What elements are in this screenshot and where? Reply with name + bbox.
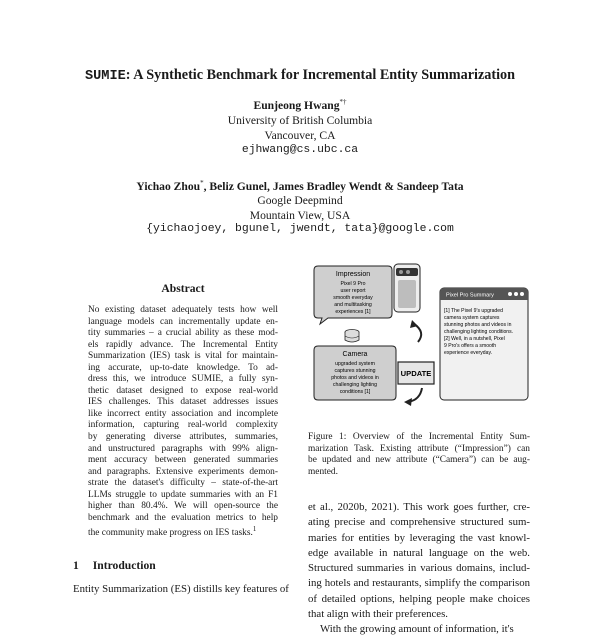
second-authors [0, 179, 600, 193]
summary-panel-line: challenging lighting conditions. [444, 329, 514, 335]
abstract-line: ing accurate, up-to-date knowledge. To ad- [88, 362, 278, 373]
abstract-line: by generating diverse attributes, summaries, [88, 432, 278, 443]
first-author-name: Eunjeong Hwang [253, 98, 340, 112]
phone-icon [394, 264, 420, 312]
summary-panel-line: experience everyday. [444, 350, 493, 356]
camera-bubble-line: conditions [1] [339, 389, 371, 395]
summary-panel-line: [1] The Pixel 9's upgraded [444, 308, 503, 314]
camera-bubble-line: photos and videos in [331, 375, 379, 381]
second-author-name-1: Yichao Zhou [136, 179, 201, 193]
summary-panel-line: [2] Well, in a nutshell, Pixel [444, 336, 505, 342]
section-heading-introduction [73, 559, 156, 572]
panel-dot-icon [508, 292, 512, 296]
body-line: edge available in natural language on the web. [308, 546, 530, 559]
body-line: ing hotels and restaurants, simplify the comparison [308, 577, 530, 590]
paper-title [0, 67, 600, 84]
body-line: et al., 2020b, 2021). This work goes further, cre- [308, 501, 530, 513]
body-line: With the growing amount of information, it's [320, 623, 514, 636]
summary-panel [440, 288, 528, 400]
first-author-location: Vancouver, CA [264, 129, 336, 142]
figure-1-caption [308, 432, 530, 478]
camera-bubble-line: captures stunning [334, 368, 376, 374]
caption-line: Figure 1: Overview of the Incremental Entity Sum- [308, 432, 530, 442]
summary-panel-line: 9 Pro's offers a smooth [444, 343, 497, 349]
impression-bubble [314, 266, 392, 324]
update-box [398, 362, 434, 384]
section-title: Introduction [92, 559, 156, 572]
impression-bubble-line: Pixel 9 Pro [340, 281, 366, 287]
second-authors-location: Mountain View, USA [249, 209, 351, 222]
impression-bubble-line: user report [340, 288, 366, 294]
abstract-line: and unstructured paragraphs with 99% align- [88, 443, 278, 454]
body-line: that align with their preferences. [308, 608, 449, 621]
abstract-body [88, 305, 278, 539]
section-number: 1 [73, 559, 79, 572]
first-author-email: ejhwang@cs.ubc.ca [241, 144, 359, 156]
first-author-affiliation: University of British Columbia [227, 114, 373, 127]
intro-first-line: Entity Summarization (ES) distills key features of [73, 583, 289, 595]
abstract-line: benchmark and the evaluation metrics to help [88, 512, 278, 523]
body-line: maries for entities by leveraging the vast knowl- [308, 531, 530, 544]
abstract-line: strate the dataset's difficulty – state-of-the-art [88, 478, 278, 489]
right-column-body [308, 500, 530, 638]
caption-line: mented. [308, 466, 338, 477]
abstract-line: language models can incrementally update en- [88, 316, 278, 327]
caption-line: be updated and new attribute (“Camera”) can be aug- [308, 455, 530, 466]
figure-1-illustration [308, 262, 530, 432]
impression-bubble-line: smooth everyday [333, 295, 373, 301]
database-icon [345, 330, 359, 343]
impression-bubble-line: and multitasking [334, 302, 372, 308]
impression-bubble-line: experiences [1] [335, 309, 371, 315]
abstract-line: els rapidly advance. The Incremental Entity [88, 339, 278, 350]
abstract-line: Summarization (IES) task is vital for maintain- [88, 351, 278, 362]
caption-line: marization Task. Existing attribute (“Impression”) can [308, 443, 530, 454]
title-acronym: SUMIE [84, 69, 126, 84]
second-authors-email: {yichaojoey, bgunel, jwendt, tata}@google.com [146, 223, 454, 235]
abstract-line [88, 524, 278, 539]
abstract-line: thetic dataset designed to expose real-world [88, 385, 278, 396]
body-line: Structured summaries in various domains, includ- [308, 562, 530, 575]
abstract-line: higher than 80.4%. We will open-source the [88, 501, 278, 512]
abstract-line: and paragraphs. Extensive experiments demon- [88, 466, 278, 477]
abstract-line: IES challenges. This dataset addresses issues [88, 397, 278, 408]
second-author-names-rest: , Beliz Gunel, James Bradley Wendt & Sandeep Tata [203, 179, 464, 193]
camera-bubble [314, 346, 396, 400]
update-label: UPDATE [400, 369, 432, 378]
abstract-line: No existing dataset adequately tests how well [88, 305, 278, 315]
body-line: of detailed options, helping people make choices [308, 592, 530, 605]
panel-dot-icon [520, 292, 524, 296]
panel-dot-icon [514, 292, 518, 296]
first-author-marks: *† [339, 98, 347, 106]
abstract-line: dress this, we introduce SUMIE, a fully syn- [88, 374, 278, 385]
abstract-line: tity summaries – a crucial ability as these mod- [88, 328, 278, 339]
second-authors-affiliation: Google Deepmind [257, 194, 343, 207]
camera-bubble-line: upgraded system [335, 361, 375, 367]
abstract-line: like incorrect entity association and incomplete [88, 408, 278, 419]
first-author [0, 98, 600, 112]
abstract-line: ment accuracy between generated summaries [88, 455, 278, 466]
footnote-marker[interactable]: 1 [252, 525, 257, 534]
title-rest: : A Synthetic Benchmark for Incremental Entity Summarization [125, 67, 516, 83]
abstract-line: information, capturing real-world complexity [88, 420, 278, 431]
abstract-line: LLMs struggle to update summaries with an F1 [88, 489, 278, 500]
summary-panel-line: camera system captures [444, 315, 500, 321]
camera-bubble-line: challenging lighting [332, 382, 378, 388]
impression-bubble-title: Impression [335, 271, 371, 278]
abstract-heading: Abstract [161, 282, 205, 295]
camera-bubble-title: Camera [342, 351, 368, 358]
body-line: ating precise and comprehensive structured sum- [308, 516, 530, 529]
summary-panel-title: Pixel Pro Summary [446, 292, 494, 299]
summary-panel-line: stunning photos and videos in [444, 322, 512, 328]
abstract-last-line-text: the community make progress on IES tasks. [88, 528, 253, 539]
second-author-mark: * [200, 179, 204, 187]
